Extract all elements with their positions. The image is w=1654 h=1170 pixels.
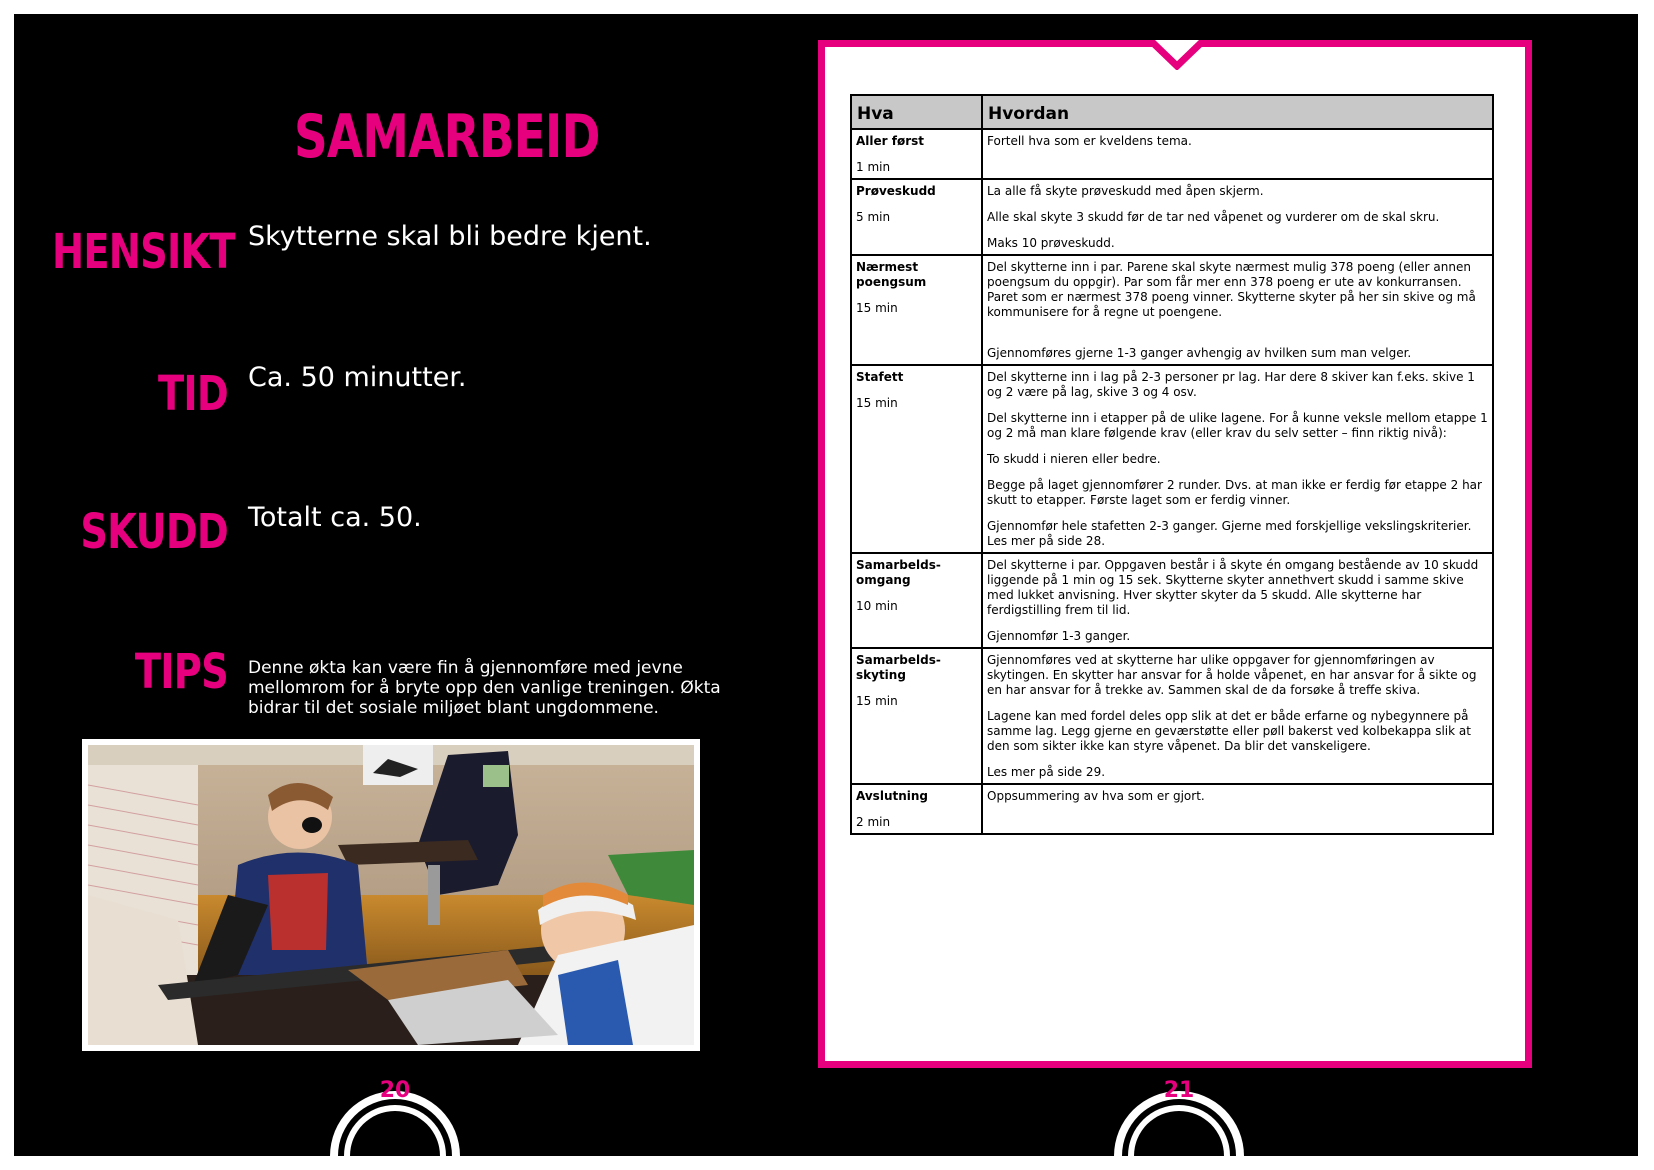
- label-tid: TID: [158, 366, 228, 422]
- description-cell: [982, 365, 1493, 553]
- activity-name: Samarbelds-skyting: [856, 653, 941, 682]
- page-number: 21: [1163, 1078, 1195, 1103]
- tips-text: Denne økta kan være fin å gjennomføre med jevne mellomrom for å bryte opp den vanlige treningen. Økta bidrar til det sosiale miljøet blant ungdommene.: [248, 658, 721, 718]
- activity-name: Prøveskudd: [856, 184, 936, 198]
- description-text: Del skytterne inn i lag på 2-3 personer pr lag. Har dere 8 skiver kan f.eks. skive 1 og 2 være på lag, skive 3 og 4 osv.: [987, 370, 1475, 399]
- value-tid: Ca. 50 minutter.: [248, 362, 467, 393]
- table-header-row: [851, 95, 1493, 129]
- description-text: Les mer på side 29.: [987, 765, 1106, 779]
- activity-duration: 15 min: [856, 396, 898, 410]
- table-row: [851, 784, 1493, 834]
- description-text: To skudd i nieren eller bedre.: [987, 452, 1161, 466]
- session-schedule-table: [850, 94, 1494, 835]
- description-text: La alle få skyte prøveskudd med åpen skjerm.: [987, 184, 1264, 198]
- description-text: Begge på laget gjennomfører 2 runder. Dvs. at man ikke er ferdig før etappe 2 har skutt to etapper. Første laget som er ferdig vinner.: [987, 478, 1482, 507]
- table-row: [851, 129, 1493, 179]
- table-row: [851, 255, 1493, 365]
- description-text: Lagene kan med fordel deles opp slik at det er både erfarne og nybegynnere på samme lag. Legg gjerne en geværstøtte eller pøll bakerst ved kolbekappa slik at den som sikter ikke kan styre våpenet. Da blir det vanskeligere.: [987, 709, 1471, 753]
- left-page: [14, 14, 826, 1156]
- description-text: Maks 10 prøveskudd.: [987, 236, 1115, 250]
- activity-duration: 1 min: [856, 160, 891, 174]
- table-row: [851, 648, 1493, 784]
- activity-cell: [851, 553, 982, 648]
- description-cell: [982, 179, 1493, 255]
- activity-name: Aller først: [856, 134, 925, 148]
- value-hensikt: Skytterne skal bli bedre kjent.: [248, 221, 652, 252]
- activity-cell: [851, 129, 982, 179]
- page-title: SAMARBEID: [294, 102, 600, 172]
- table-row: [851, 553, 1493, 648]
- description-text: Del skytterne inn i etapper på de ulike lagene. For å kunne veksle mellom etappe 1 og 2 må man klare følgende krav (eller krav du selv setter – finn riktig nivå):: [987, 411, 1488, 440]
- value-skudd: Totalt ca. 50.: [248, 502, 422, 533]
- activity-name: Nærmest poengsum: [856, 260, 927, 289]
- frame-notch: [1150, 38, 1204, 70]
- description-cell: [982, 553, 1493, 648]
- description-text: Gjennomføres ved at skytterne har ulike oppgaver for gjennomføringen av skytingen. En skytter har ansvar for å holde våpenet, en har ansvar for å sikte og en har ansvar for å trekke av. Sammen skal de da forsøke å treffe skiva.: [987, 653, 1477, 697]
- photo-frame: [82, 739, 700, 1051]
- description-text: Alle skal skyte 3 skudd før de tar ned våpenet og vurderer om de skal skru.: [987, 210, 1440, 224]
- activity-duration: 15 min: [856, 301, 898, 315]
- column-header-hvordan: Hvordan: [982, 95, 1493, 129]
- description-cell: [982, 648, 1493, 784]
- activity-name: Stafett: [856, 370, 904, 384]
- activity-duration: 2 min: [856, 815, 891, 829]
- activity-duration: 15 min: [856, 694, 898, 708]
- label-hensikt: HENSIKT: [52, 224, 235, 280]
- table-row: [851, 365, 1493, 553]
- page-number: 20: [379, 1078, 411, 1103]
- shooting-practice-photo: [88, 745, 694, 1045]
- column-header-hva: Hva: [851, 95, 982, 129]
- label-skudd: SKUDD: [80, 504, 228, 560]
- description-text: Fortell hva som er kveldens tema.: [987, 134, 1192, 148]
- description-cell: [982, 255, 1493, 365]
- page-spread: [14, 14, 1638, 1156]
- activity-duration: 10 min: [856, 599, 898, 613]
- activity-cell: [851, 365, 982, 553]
- description-text: Gjennomfør hele stafetten 2-3 ganger. Gjerne med forskjellige vekslingskriterier. Les mer på side 28.: [987, 519, 1472, 548]
- description-text: Gjennomfør 1-3 ganger.: [987, 629, 1131, 643]
- activity-cell: [851, 255, 982, 365]
- description-text: Del skytterne inn i par. Parene skal skyte nærmest mulig 378 poeng (eller annen poengsum du oppgir). Par som får mer enn 378 poeng er ute av konkurransen. Paret som er nærmest 378 poeng vinner. Skytterne skyter på her sin skive og må kommunisere for å regne ut poengene.: [987, 260, 1476, 319]
- description-text: Gjennomføres gjerne 1-3 ganger avhengig av hvilken sum man velger.: [987, 346, 1412, 360]
- activity-cell: [851, 648, 982, 784]
- activity-duration: 5 min: [856, 210, 891, 224]
- activity-cell: [851, 179, 982, 255]
- label-tips: TIPS: [134, 644, 228, 700]
- activity-name: Samarbelds-omgang: [856, 558, 941, 587]
- activity-cell: [851, 784, 982, 834]
- description-cell: [982, 784, 1493, 834]
- description-text: Oppsummering av hva som er gjort.: [987, 789, 1205, 803]
- activity-name: Avslutning: [856, 789, 929, 803]
- table-row: [851, 179, 1493, 255]
- description-text: Del skytterne i par. Oppgaven består i å skyte én omgang bestående av 10 skudd liggende på 1 min og 15 sek. Skytterne skyter annethvert skudd i samme skive med lukket anvisning. Hver skytter skyter da 5 skudd. Alle skytterne har ferdigstilling frem til lid.: [987, 558, 1479, 617]
- description-cell: [982, 129, 1493, 179]
